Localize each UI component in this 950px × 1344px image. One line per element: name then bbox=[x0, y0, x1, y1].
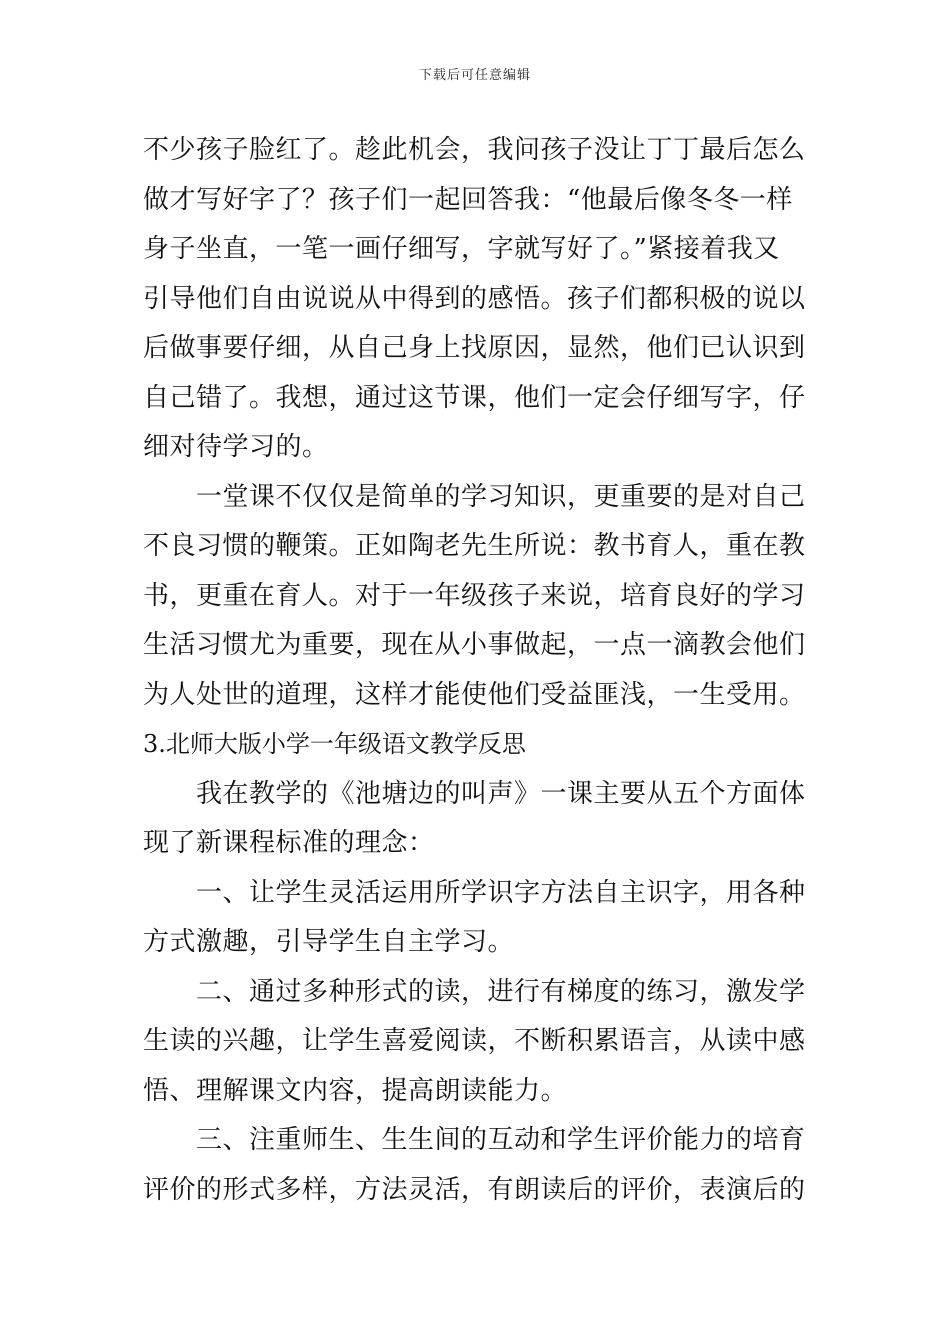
page-header: 下载后可任意编辑 bbox=[418, 68, 531, 83]
text-line: 为人处世的道理，这样才能使他们受益匪浅，一生受用。 bbox=[143, 679, 806, 710]
text-line: 自己错了。我想，通过这节课，他们一定会仔细写字，仔 bbox=[143, 382, 806, 413]
text-line: 不少孩子脸红了。趁此机会，我问孩子没让丁丁最后怎么 bbox=[143, 135, 806, 165]
text-line: 不良习惯的鞭策。正如陶老先生所说：教书育人，重在教 bbox=[143, 531, 806, 561]
text-line: 引导他们自由说说从中得到的感悟。孩子们都积极的说以 bbox=[143, 283, 806, 314]
text-line: 二、通过多种形式的读，进行有梯度的练习，激发学 bbox=[143, 976, 806, 1007]
text-line: 悟、理解课文内容，提高朗读能力。 bbox=[143, 1075, 568, 1106]
section-heading: 3.北师大版小学一年级语文教学反思 bbox=[143, 730, 526, 758]
text-line: 身子坐直，一笔一画仔细写，字就写好了。”紧接着我又 bbox=[143, 234, 780, 264]
text-line: 方式激趣，引导学生自主学习。 bbox=[143, 927, 515, 957]
document-body bbox=[143, 126, 811, 1215]
text-line: 后做事要仔细，从自己身上找原因，显然，他们已认识到 bbox=[143, 333, 806, 363]
text-line: 生读的兴趣，让学生喜爱阅读，不断积累语言，从读中感 bbox=[143, 1026, 806, 1056]
text-line: 一堂课不仅仅是简单的学习知识，更重要的是对自己 bbox=[143, 481, 806, 512]
text-line: 评价的形式多样，方法灵活，有朗读后的评价，表演后的 bbox=[143, 1174, 806, 1205]
text-line: 三、注重师生、生生间的互动和学生评价能力的培育 bbox=[143, 1125, 806, 1155]
text-line: 一、让学生灵活运用所学识字方法自主识字，用各种 bbox=[143, 877, 806, 908]
text-line: 书，更重在育人。对于一年级孩子来说，培育良好的学习 bbox=[143, 580, 806, 611]
text-line: 现了新课程标准的理念： bbox=[143, 828, 435, 858]
text-line: 细对待学习的。 bbox=[143, 432, 329, 462]
text-line: 我在教学的《池塘边的叫声》一课主要从五个方面体 bbox=[143, 778, 806, 809]
text-line: 生活习惯尤为重要，现在从小事做起，一点一滴教会他们 bbox=[143, 630, 806, 660]
text-line: 做才写好字了？孩子们一起回答我：“他最后像冬冬一样 bbox=[143, 184, 793, 215]
